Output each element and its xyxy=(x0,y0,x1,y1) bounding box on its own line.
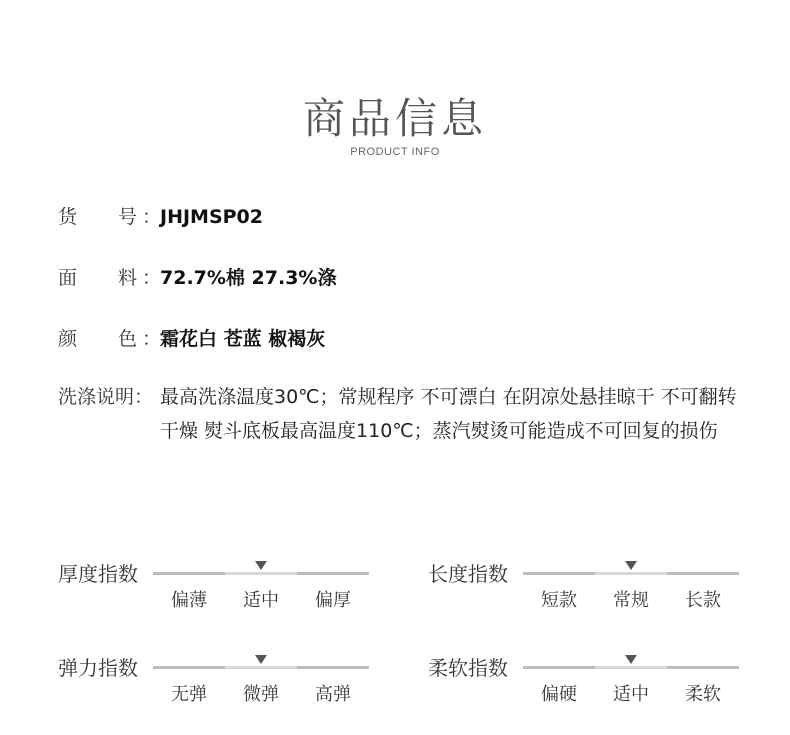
index-softness-selected-segment xyxy=(595,666,667,669)
index-length-option-1: 短款 xyxy=(541,590,577,611)
page-title: 商品信息 xyxy=(302,94,487,143)
index-thickness-option-2: 适中 xyxy=(243,590,279,611)
index-thickness-option-3: 偏厚 xyxy=(315,590,351,611)
item-number-label-char1: 货 xyxy=(58,206,78,228)
page-subtitle: PRODUCT INFO xyxy=(350,146,440,158)
index-elasticity-selected-segment xyxy=(225,666,297,669)
index-elasticity-marker-icon xyxy=(255,655,267,664)
wash-instructions-value: 最高洗涤温度30℃；常规程序 不可漂白 在阴凉处悬挂晾干 不可翻转干燥 熨斗底板最高温度110℃；蒸汽熨烫可能造成不可回复的损伤 xyxy=(160,386,737,442)
index-thickness-marker-icon xyxy=(255,561,267,570)
index-elasticity-option-3: 高弹 xyxy=(315,684,351,705)
index-length-selected-segment xyxy=(595,572,667,575)
index-thickness-option-1: 偏薄 xyxy=(171,590,207,611)
index-softness-option-2: 适中 xyxy=(613,684,649,705)
index-thickness-selected-segment xyxy=(225,572,297,575)
index-softness-title: 柔软指数 xyxy=(428,656,508,680)
index-length-title: 长度指数 xyxy=(428,562,508,586)
index-length-option-3: 长款 xyxy=(685,590,721,611)
material-label-char2: 料 xyxy=(118,267,138,289)
index-length-marker-icon xyxy=(625,561,637,570)
index-elasticity-title: 弹力指数 xyxy=(58,656,138,680)
index-elasticity-option-1: 无弹 xyxy=(171,684,207,705)
item-number-value: JHJMSP02 xyxy=(160,206,263,228)
color-label-char2: 色 xyxy=(118,328,138,350)
item-number-label-char2: 号 xyxy=(118,206,138,228)
index-elasticity-option-2: 微弹 xyxy=(243,684,279,705)
material-colon: ： xyxy=(142,267,162,289)
color-label-char1: 颜 xyxy=(58,328,78,350)
item-number-colon: ： xyxy=(142,206,162,228)
material-label-char1: 面 xyxy=(58,267,78,289)
index-softness-marker-icon xyxy=(625,655,637,664)
index-softness-option-3: 柔软 xyxy=(685,684,721,705)
color-value: 霜花白 苍蓝 椒褐灰 xyxy=(160,328,326,350)
index-length-option-2: 常规 xyxy=(613,590,649,611)
index-softness-option-1: 偏硬 xyxy=(541,684,577,705)
material-value: 72.7%棉 27.3%涤 xyxy=(160,267,337,289)
index-thickness-title: 厚度指数 xyxy=(58,562,138,586)
color-colon: ： xyxy=(142,328,162,350)
wash-instructions-label: 洗涤说明： xyxy=(58,386,154,408)
